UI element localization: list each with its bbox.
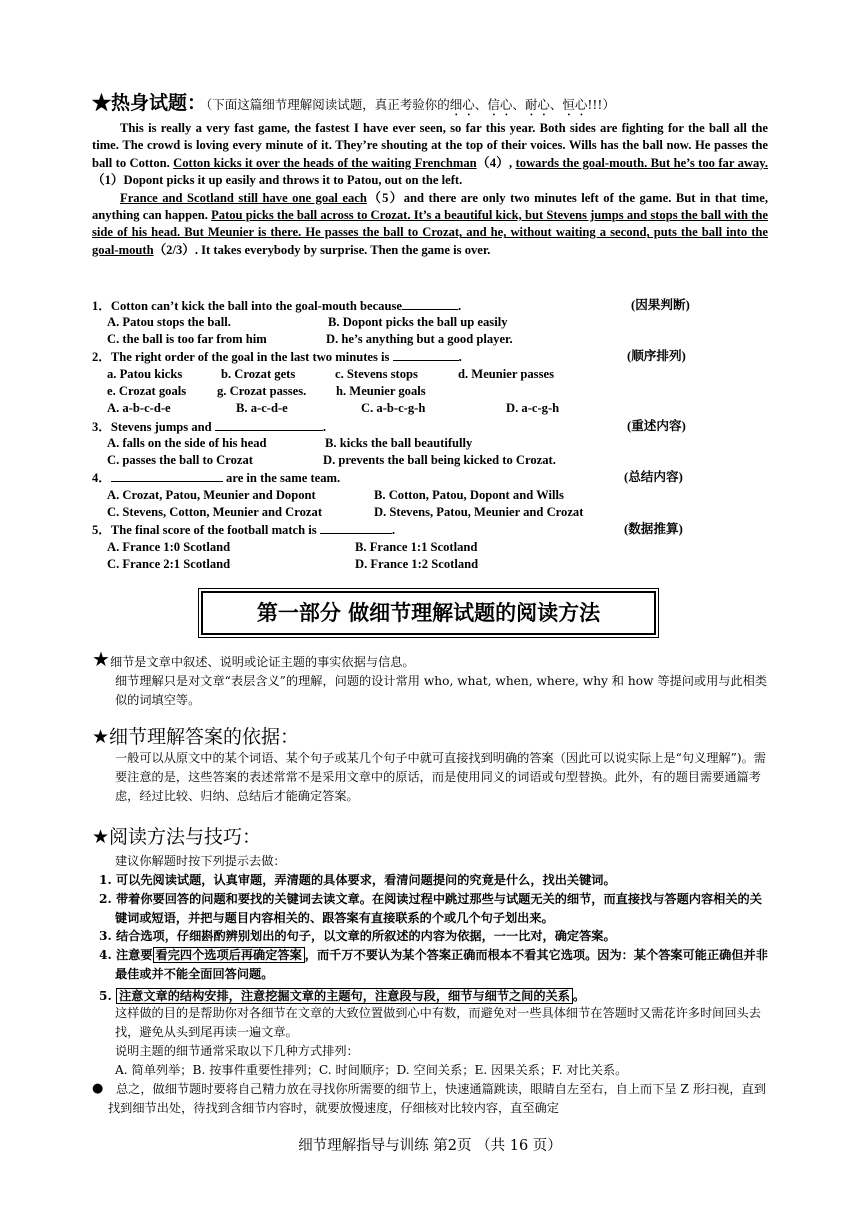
dotted-word: 信心: [487, 97, 513, 112]
bullet-icon: ●: [92, 1081, 104, 1096]
warmup-subtitle-pre: （下面这篇细节理解阅读试题，真正考验你的: [206, 97, 450, 112]
event-item: e. Crozat goals: [107, 384, 187, 398]
step-5-explanation: 这样做的目的是帮助你对各细节在文章的大致位置做到心中有数，而避免对一些具体细节在答题时又需花许多时间回头去找，避免从头到尾再读一遍文章。: [115, 1006, 761, 1039]
underlined-sentence: Patou picks the ball across to Crozat. It’s a beautiful kick, but Stevens jumps and stops the ball with the side of his head. But Meunier is there. He passes the ball to Crozat, and he, without waiting a second, puts the ball into the goal-mouth: [92, 208, 769, 257]
detail-definition: [92, 647, 772, 709]
answer-blank: [320, 521, 392, 534]
question-5-stem: [92, 521, 395, 539]
arrangement-intro: 说明主题的细节通常采取以下几种方式排列：: [115, 1044, 359, 1058]
warmup-subtitle-post: !!!）: [587, 97, 615, 112]
passage-paragraph-1: [92, 120, 768, 190]
step-1: 1. 可以先阅读试题，认真审题，弄清题的具体要求，看清问题提问的究竟是什么，找出关键词。: [99, 873, 616, 887]
option: C. France 2:1 Scotland: [107, 557, 231, 571]
option: D. he’s anything but a good player.: [326, 332, 513, 346]
arrangement-list: A. 简单列举；B. 按事件重要性排列；C. 时间顺序；D. 空间关系；E. 因果关系；F. 对比关系。: [115, 1063, 628, 1077]
question-text: are in the same team.: [222, 471, 341, 485]
page-footer: 细节理解指导与训练 第2页 （共 16 页）: [298, 1138, 562, 1154]
step-5: [99, 987, 771, 1006]
option: B. Dopont picks the ball up easily: [328, 315, 508, 329]
question-type-tag: (总结内容): [624, 470, 683, 484]
method-intro: 建议你解题时按下列提示去做：: [115, 854, 286, 868]
passage-text: （4）,: [476, 155, 516, 170]
question-type-tag: (数据推算): [624, 522, 683, 536]
star-icon: ★: [92, 647, 110, 671]
definition-line: 细节是文章中叙述、说明或论证主题的事实依据与信息。: [109, 655, 415, 669]
passage-text: This is really a very fast game, the fastest I have ever seen, so far this year. Both sides are fighting for the ball all the time. The crowd is loving every minute of it. They’re shouting at the top of their voices. Wills has the ball now. He passes the ball to Cotton.: [92, 121, 768, 170]
separator: 、: [549, 97, 563, 112]
option: D. France 1:2 Scotland: [355, 557, 479, 571]
warmup-heading: ★热身试题：: [92, 92, 207, 114]
question-text: .: [322, 420, 326, 434]
answer-blank: [393, 348, 459, 361]
question-3-stem: [92, 418, 326, 436]
option: B. Cotton, Patou, Dopont and Wills: [374, 488, 564, 502]
option: C. Stevens, Cotton, Meunier and Crozat: [107, 505, 323, 519]
dotted-word: 细心: [449, 97, 475, 112]
answer-blank: [111, 469, 223, 482]
boxed-key-text: 看完四个选项后再确定答案: [153, 947, 305, 963]
event-item: b. Crozat gets: [221, 367, 296, 381]
option: B. France 1:1 Scotland: [355, 540, 478, 554]
question-text: .: [457, 299, 462, 313]
step-2: 2. 带着你要回答的问题和要找的关键词去读文章。在阅读过程中跳过那些与试题无关的细节，而直接找与答题内容相关的关键词或短语，并把与题目内容相关的、跟答案有直接联系的个或几个句子划出来。: [99, 891, 762, 925]
option: A. a-b-c-d-e: [107, 401, 171, 415]
question-text: 1．Cotton can’t kick the ball into the goal-mouth because: [92, 299, 402, 313]
question-text: 3．Stevens jumps and: [92, 420, 215, 434]
dotted-word: 耐心: [524, 97, 550, 112]
step-text: 。: [572, 988, 586, 1003]
question-1-stem: [92, 297, 461, 315]
passage-text: （2/3）. It takes everybody by surprise. Then the game is over.: [153, 242, 491, 257]
option: C. passes the ball to Crozat: [107, 453, 253, 467]
option: A. Crozat, Patou, Meunier and Dopont: [107, 488, 316, 502]
question-type-tag: (因果判断): [631, 298, 690, 312]
basis-heading: ★细节理解答案的依据：: [92, 726, 300, 748]
warmup-title: [92, 88, 615, 119]
event-item: c. Stevens stops: [335, 367, 418, 381]
method-heading: ★阅读方法与技巧：: [92, 826, 262, 848]
boxed-key-text: 注意文章的结构安排，注意挖掘文章的主题句，注意段与段，细节与细节之间的关系: [116, 988, 573, 1004]
option: B. kicks the ball beautifully: [325, 436, 473, 450]
step-text: 4. 注意要: [99, 948, 153, 963]
option: A. falls on the side of his head: [107, 436, 267, 450]
definition-text: 细节理解只是对文章“表层含义”的理解，问题的设计常用 who, what, when, where, why 和 how 等提问或用与此相类似的词填空等。: [115, 673, 768, 707]
method-steps: [99, 871, 771, 1006]
option: B. a-c-d-e: [236, 401, 288, 415]
answer-blank: [215, 418, 323, 431]
separator: 、: [474, 97, 488, 112]
passage-paragraph-2: [92, 190, 768, 260]
event-item: h. Meunier goals: [336, 384, 426, 398]
option: D. a-c-g-h: [506, 401, 560, 415]
question-text: .: [458, 350, 462, 364]
option: C. a-b-c-g-h: [361, 401, 426, 415]
passage-text: （1）Dopont picks it up easily and throws it to Patou, out on the left.: [92, 173, 463, 188]
option: C. the ball is too far from him: [107, 332, 267, 346]
event-item: a. Patou kicks: [107, 367, 183, 381]
question-2-stem: [92, 348, 462, 366]
step-4: [99, 946, 771, 984]
dotted-word: 恒心: [562, 97, 588, 112]
question-text: 2．The right order of the goal in the last two minutes is: [92, 350, 393, 364]
passage-text: （5）and there are only two minutes left of the game. But in that time, anything can happen.: [92, 190, 768, 223]
answer-blank: [402, 297, 458, 310]
option: D. prevents the ball being kicked to Crozat.: [323, 453, 556, 467]
basis-text: 一般可以从原文中的某个词语、某个句子或某几个句子中就可直接找到明确的答案（因此可以说实际上是“句义理解”)。需要注意的是，这些答案的表述常常不是采用文章中的原话，而是使用同义的词语或句型替换。此外，有的题目需要通篇考虑，经过比较、归纳、总结后才能确定答案。: [115, 751, 766, 803]
summary-text: 总之，做细节题时要将自己精力放在寻找你所需要的细节上，快速通篇跳读，眼睛自左至右，自上而下呈 Z 形扫视，直到找到细节出处，待找到含细节内容时，就要放慢速度，仔细核对比较内容，直至确定: [108, 1082, 766, 1115]
question-type-tag: (顺序排列): [627, 349, 686, 363]
underlined-sentence: Cotton kicks it over the heads of the waiting Frenchman: [173, 155, 477, 170]
option: D. Stevens, Patou, Meunier and Crozat: [374, 505, 584, 519]
step-number: 5.: [99, 988, 116, 1003]
event-item: d. Meunier passes: [458, 367, 554, 381]
underlined-sentence: towards the goal-mouth. But he’s too far away.: [515, 155, 769, 170]
underlined-sentence: France and Scotland still have one goal each: [120, 190, 367, 205]
question-type-tag: (重述内容): [627, 419, 686, 433]
question-4-stem: [92, 469, 340, 487]
step-3: 3. 结合选项，仔细斟酌辨别划出的句子，以文章的所叙述的内容为依据，一一比对，确定答案。: [99, 929, 616, 944]
separator: 、: [512, 97, 525, 112]
option: A. France 1:0 Scotland: [107, 540, 231, 554]
part-title: 第一部分 做细节理解试题的阅读方法: [201, 591, 656, 635]
option: A. Patou stops the ball.: [107, 315, 231, 329]
question-text: 5．The final score of the football match is: [92, 523, 320, 537]
reading-passage: [92, 120, 768, 259]
event-item: g. Crozat passes.: [217, 384, 307, 398]
question-text: 4．: [92, 471, 111, 485]
question-text: .: [391, 523, 395, 537]
step-text: ，而千万不要认为某个答案正确而根本不看其它选项。因为：某个答案可能正确但并非最佳或并不能全面回答问题。: [115, 948, 768, 981]
